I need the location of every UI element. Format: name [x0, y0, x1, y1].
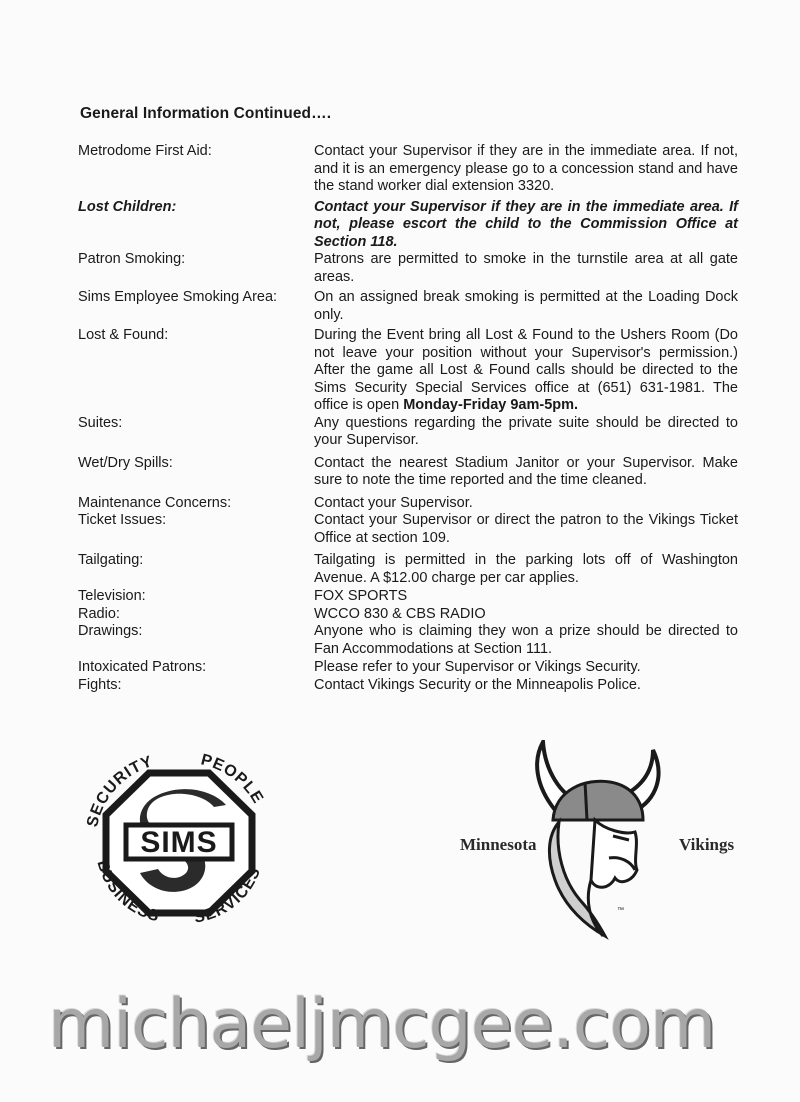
- info-label: Ticket Issues:: [78, 512, 167, 528]
- sims-logo: [74, 745, 284, 935]
- sims-word-security: SECURITY: [84, 753, 156, 829]
- info-text: Anyone who is claiming they won a prize should be directed to Fan Accommodations at Section 111.: [314, 623, 738, 657]
- info-text: Contact your Supervisor.: [314, 494, 473, 511]
- sims-word-business: BUSINESS: [93, 858, 162, 926]
- info-label: Intoxicated Patrons:: [78, 659, 207, 675]
- info-row-drawings: [78, 623, 738, 658]
- info-row-employee-smoking: [78, 289, 738, 324]
- info-text: Please refer to your Supervisor or Vikings Security.: [314, 659, 641, 675]
- info-text: Tailgating is permitted in the parking lots off of Washington Avenue. A $12.00 charge per car applies.: [314, 552, 738, 586]
- vikings-word-minnesota: Minnesota: [460, 835, 537, 854]
- info-label: Metrodome First Aid:: [78, 143, 212, 159]
- info-label: Suites:: [78, 414, 123, 431]
- info-row-suites: [78, 415, 738, 450]
- vikings-word-vikings: Vikings: [679, 835, 735, 854]
- info-label: Maintenance Concerns:: [78, 494, 232, 511]
- info-label: Drawings:: [78, 623, 143, 639]
- info-row-radio: [78, 606, 738, 624]
- info-text: Any questions regarding the private suite should be directed to your Supervisor.: [314, 414, 738, 448]
- info-row-maintenance: [78, 495, 738, 513]
- info-row-spills: [78, 455, 738, 490]
- info-row-lost-found: [78, 327, 738, 415]
- info-row-patron-smoking: [78, 251, 738, 286]
- info-label: Fights:: [78, 676, 122, 693]
- info-label: Lost Children:: [78, 198, 177, 215]
- sims-word-services: SERVICES: [192, 864, 265, 927]
- info-text: Contact your Supervisor or direct the patron to the Vikings Ticket Office at section 109.: [314, 512, 738, 546]
- info-row-television: [78, 588, 738, 606]
- info-label: Tailgating:: [78, 552, 144, 568]
- info-row-tailgating: [78, 552, 738, 587]
- info-row-intoxicated: [78, 659, 738, 677]
- office-hours: Monday-Friday 9am-5pm.: [403, 397, 579, 413]
- info-text: Contact Vikings Security or the Minneapolis Police.: [314, 676, 641, 693]
- info-label: Wet/Dry Spills:: [78, 454, 173, 471]
- info-text: Contact the nearest Stadium Janitor or your Supervisor. Make sure to note the time reported and the time cleaned.: [314, 454, 738, 488]
- info-text: On an assigned break smoking is permitted at the Loading Dock only.: [314, 289, 738, 323]
- info-text: Patrons are permitted to smoke in the turnstile area at all gate areas.: [314, 251, 738, 285]
- vikings-logo: [455, 740, 755, 940]
- info-label: Sims Employee Smoking Area:: [78, 289, 278, 305]
- info-label: Television:: [78, 588, 146, 604]
- info-row-fights: [78, 677, 738, 695]
- info-text-main: During the Event bring all Lost & Found to the Ushers Room (Do not leave your position without your Supervisor's permission.) After the game all Lost & Found calls should be directed to the Sims Security Special Services office at (651) 631-1981. The office is open: [314, 327, 738, 413]
- sims-word-people: PEOPLE: [199, 751, 267, 808]
- info-text: FOX SPORTS: [314, 588, 408, 604]
- info-row-lost-children: [78, 199, 738, 252]
- info-list: [78, 143, 738, 694]
- sims-center-word: SIMS: [140, 826, 218, 859]
- viking-head-icon: [525, 740, 665, 940]
- info-text: WCCO 830 & CBS RADIO: [314, 605, 486, 622]
- info-label: Radio:: [78, 605, 120, 622]
- info-text: [314, 327, 738, 415]
- page-heading: General Information Continued….: [80, 105, 332, 122]
- tm-mark: ™: [617, 907, 624, 914]
- info-text: Contact your Supervisor if they are in the immediate area. If not, please escort the child to the Commission Office at Section 118.: [314, 198, 738, 250]
- info-row-first-aid: [78, 143, 738, 196]
- info-label: Patron Smoking:: [78, 251, 186, 267]
- info-text: Contact your Supervisor if they are in the immediate area. If not, and it is an emergency please go to a concession stand and have the stand worker dial extension 3320.: [314, 143, 738, 194]
- info-label: Lost & Found:: [78, 327, 169, 343]
- watermark-text: michaeljmcgee.com: [48, 985, 716, 1064]
- info-row-ticket-issues: [78, 512, 738, 547]
